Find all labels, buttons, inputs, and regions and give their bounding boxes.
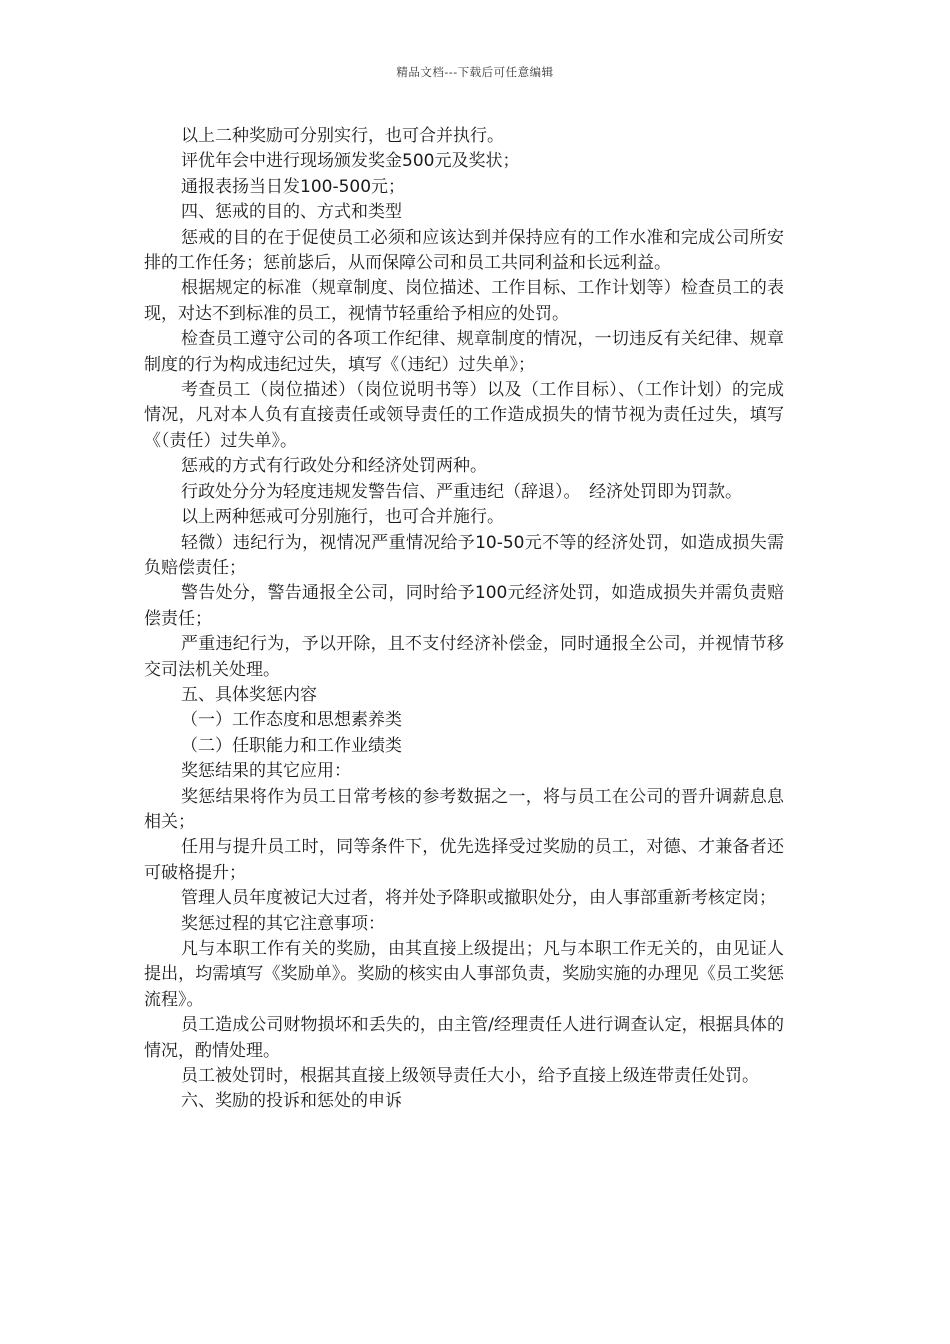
document-body xyxy=(144,124,784,1115)
paragraph: 任用与提升员工时，同等条件下，优先选择受过奖励的员工，对德、才兼备者还可破格提升； xyxy=(144,837,784,883)
page-header: 精品文档---下载后可任意编辑 xyxy=(396,65,554,79)
paragraph: 考查员工（岗位描述）（岗位说明书等）以及（工作目标）、（工作计划）的完成情况，凡对本人负有直接责任或领导责任的工作造成损失的情节视为责任过失，填写《（责任）过失单》。 xyxy=(144,380,784,451)
paragraph: 惩戒的方式有行政处分和经济处罚两种。 xyxy=(181,456,487,477)
paragraph: 检查员工遵守公司的各项工作纪律、规章制度的情况，一切违反有关纪律、规章制度的行为构成违纪过失，填写《（违纪）过失单》； xyxy=(144,329,784,375)
paragraph: 奖惩结果的其它应用： xyxy=(181,761,351,782)
paragraph: 根据规定的标准（规章制度、岗位描述、工作目标、工作计划等）检查员工的表现，对达不到标准的员工，视情节轻重给予相应的处罚。 xyxy=(144,278,784,324)
paragraph: 以上两种惩戒可分别施行，也可合并施行。 xyxy=(181,507,504,528)
paragraph: 以上二种奖励可分别实行，也可合并执行。 xyxy=(181,126,504,146)
paragraph: 行政处分分为轻度违规发警告信、严重违纪（辞退）。 经济处罚即为罚款。 xyxy=(181,481,742,502)
paragraph: 通报表扬当日发100-500元； xyxy=(181,176,406,197)
section-heading: 四、惩戒的目的、方式和类型 xyxy=(181,202,402,223)
paragraph: 警告处分，警告通报全公司，同时给予100元经济处罚，如造成损失并需负责赔偿责任； xyxy=(144,583,784,629)
sub-heading: （二）任职能力和工作业绩类 xyxy=(181,735,402,756)
paragraph: 奖惩过程的其它注意事项： xyxy=(181,913,385,934)
paragraph: 评优年会中进行现场颁发奖金500元及奖状； xyxy=(181,151,520,172)
paragraph: 严重违纪行为，予以开除，且不支付经济补偿金，同时通报全公司，并视情节移交司法机关处理。 xyxy=(144,634,784,680)
paragraph: 奖惩结果将作为员工日常考核的参考数据之一，将与员工在公司的晋升调薪息息相关； xyxy=(144,786,784,832)
section-heading: 六、奖励的投诉和惩处的申诉 xyxy=(181,1091,402,1112)
paragraph: 轻微）违纪行为，视情况严重情况给予10-50元不等的经济处罚，如造成损失需负赔偿责任； xyxy=(144,532,784,578)
paragraph: 凡与本职工作有关的奖励，由其直接上级提出；凡与本职工作无关的，由见证人提出，均需填写《奖励单》。奖励的核实由人事部负责，奖励实施的办理见《员工奖惩流程》。 xyxy=(144,939,784,1010)
paragraph: 员工造成公司财物损坏和丢失的，由主管/经理责任人进行调查认定，根据具体的情况，酌情处理。 xyxy=(144,1015,784,1061)
paragraph: 员工被处罚时，根据其直接上级领导责任大小，给予直接上级连带责任处罚。 xyxy=(181,1066,759,1087)
paragraph: 管理人员年度被记大过者，将并处予降职或撤职处分，由人事部重新考核定岗； xyxy=(181,888,776,909)
sub-heading: （一）工作态度和思想素养类 xyxy=(181,710,402,731)
section-heading: 五、具体奖惩内容 xyxy=(181,684,317,705)
paragraph: 惩戒的目的在于促使员工必须和应该达到并保持应有的工作水准和完成公司所安排的工作任务；惩前毖后，从而保障公司和员工共同利益和长远利益。 xyxy=(144,227,784,274)
